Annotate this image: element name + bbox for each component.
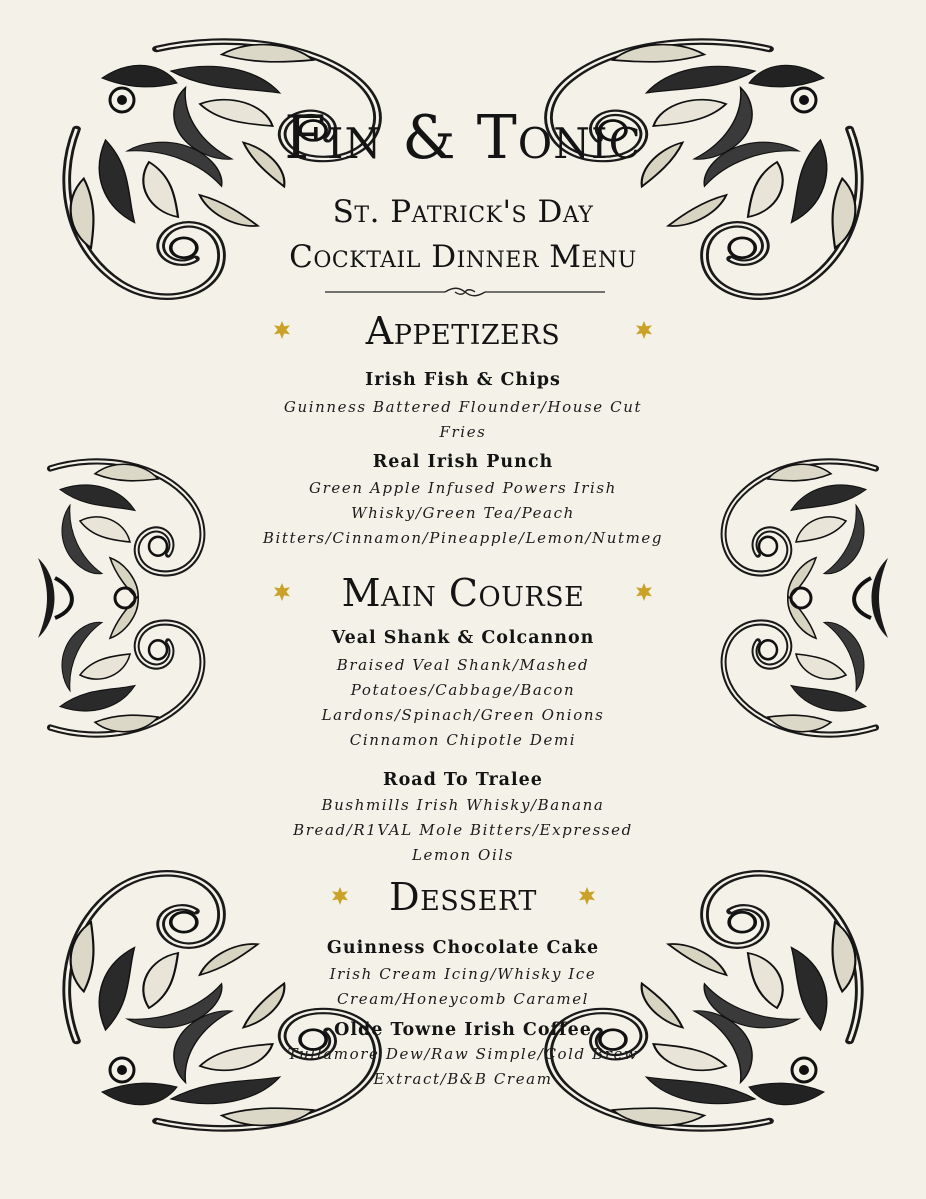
menu-item-desc-line: Potatoes/Cabbage/Bacon (350, 681, 576, 699)
menu-item-name: Road To Tralee (383, 770, 543, 790)
section-title: Main Course (341, 571, 585, 615)
section-title: Dessert (389, 875, 537, 919)
baroque-corner-ornament-top-right (544, 38, 864, 348)
menu-item-desc-line: Bread/R1VAL Mole Bitters/Expressed (293, 821, 633, 839)
menu-item-desc-line: Guinness Battered Flounder/House Cut (283, 398, 643, 416)
event-subtitle: St. Patrick's Day (332, 194, 594, 230)
menu-subtitle: Cocktail Dinner Menu (289, 239, 637, 275)
menu-item-name: Guinness Chocolate Cake (326, 938, 600, 958)
menu-item-desc-line: Irish Cream Icing/Whisky Ice (329, 965, 597, 983)
menu-item-desc-line: Lardons/Spinach/Green Onions (321, 706, 605, 724)
menu-item-name: Veal Shank & Colcannon (331, 628, 595, 648)
menu-item-name: Real Irish Punch (372, 452, 554, 472)
restaurant-title: Fin & Tonic (284, 103, 642, 173)
menu-item-desc-line: Tullamore Dew/Raw Simple/Cold Brew (287, 1045, 639, 1063)
menu-item-desc-line: Braised Veal Shank/Mashed (336, 656, 590, 674)
section-title: Appetizers (365, 309, 561, 353)
menu-item-desc-line: Fries (439, 423, 487, 441)
menu-item-desc-line: Lemon Oils (411, 846, 515, 864)
menu-item-name: Irish Fish & Chips (365, 370, 561, 390)
section-main-course (0, 568, 926, 618)
gold-star-icon (634, 582, 654, 602)
menu-item-desc-line: Bushmills Irish Whisky/Banana (321, 796, 605, 814)
menu-item-name: Olde Towne Irish Coffee (334, 1020, 592, 1040)
menu-item-desc-line: Cinnamon Chipotle Demi (349, 731, 577, 749)
menu-item-desc-line: Extract/B&B Cream (373, 1070, 553, 1088)
menu-item-desc-line: Whisky/Green Tea/Peach (351, 504, 575, 522)
gold-star-icon (577, 886, 597, 906)
menu-item-desc-line: Green Apple Infused Powers Irish (309, 479, 617, 497)
gold-star-icon (634, 320, 654, 340)
flourish-divider-icon (325, 287, 605, 297)
menu-item-desc-line: Cream/Honeycomb Caramel (336, 990, 590, 1008)
section-appetizers (0, 306, 926, 356)
menu-item-desc-line: Bitters/Cinnamon/Pineapple/Lemon/Nutmeg (262, 529, 664, 547)
baroque-corner-ornament-top-left (62, 38, 382, 348)
section-dessert (0, 872, 926, 922)
